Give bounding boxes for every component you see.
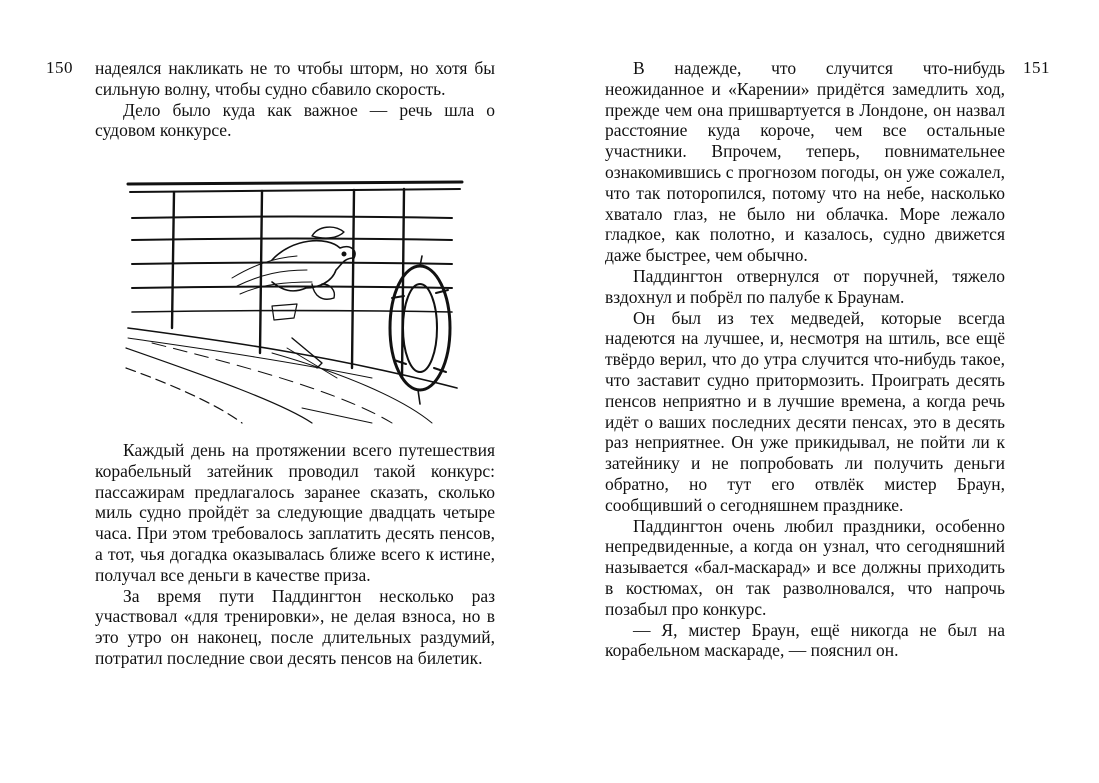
right-text (605, 58, 1005, 661)
paragraph: Дело было куда как важное — речь шла о судовом конкурсе. (95, 99, 495, 141)
page-number-left: 150 (46, 58, 73, 77)
page-number-right: 151 (1023, 58, 1050, 77)
paragraph: Паддингтон очень любил праздники, особенно непредвиденные, а когда он узнал, что сегодняшний называется «бал-маскарад» и все должны приходить в костюмах, он так разволновался, что напрочь позабыл про конкурс. (605, 515, 1005, 619)
paragraph: Он был из тех медведей, которые всегда надеются на лучшее, и, несмотря на штиль, все ещё твёрдо верил, что до утра случится что-нибудь такое, что заставит судно притормозить. Проиграть десять пенсов неприятно и в лучшие времена, а когда речь идёт о ваших последних десяти пенсах, это в десять раз неприятнее. Он уже прикидывал, не пойти ли к затейнику и не попробовать ли получить деньги обратно, но тут его отвлёк мистер Браун, сообщивший о сегодняшнем празднике. (605, 307, 1005, 515)
paragraph: надеялся накликать не то чтобы шторм, но хотя бы сильную волну, чтобы судно сбавило скорость. (95, 58, 495, 99)
paragraph: Паддингтон отвернулся от поручней, тяжело вздохнул и побрёл по палубе к Браунам. (605, 265, 1005, 307)
paragraph: Каждый день на протяжении всего путешествия корабельный затейник проводил такой конкурс: пассажирам предлагалось заранее сказать, сколько миль судно пройдёт за следующие двадцать четыре часа. При этом требовалось заплатить десять пенсов, а тот, чья догадка оказывалась ближе всего к истине, получал все деньги в качестве приза. (95, 440, 495, 585)
paragraph: В надежде, что случится что-нибудь неожиданное и «Карении» придётся замедлить ход, прежде чем она пришвартуется в Лондоне, он назвал расстояние куда короче, чем все остальные участники. Впрочем, теперь, повнимательнее ознакомившись с прогнозом погоды, он уже сожалел, что так поторопился, потому что на небе, насколько хватало глаз, не было ни облачка. Море лежало гладкое, как полотно, и казалось, судно движется даже быстрее, чем обычно. (605, 58, 1005, 266)
left-top-text (95, 58, 495, 141)
paragraph: За время пути Паддингтон несколько раз участвовал «для тренировки», не делая взноса, но в это утро он наконец, после длительных раздумий, потратил последние свои десять пенсов на билетик. (95, 585, 495, 668)
paragraph: — Я, мистер Браун, ещё никогда не был на корабельном маскараде, — пояснил он. (605, 619, 1005, 661)
left-bottom-text (95, 440, 495, 669)
ship-deck-illustration (122, 178, 467, 426)
